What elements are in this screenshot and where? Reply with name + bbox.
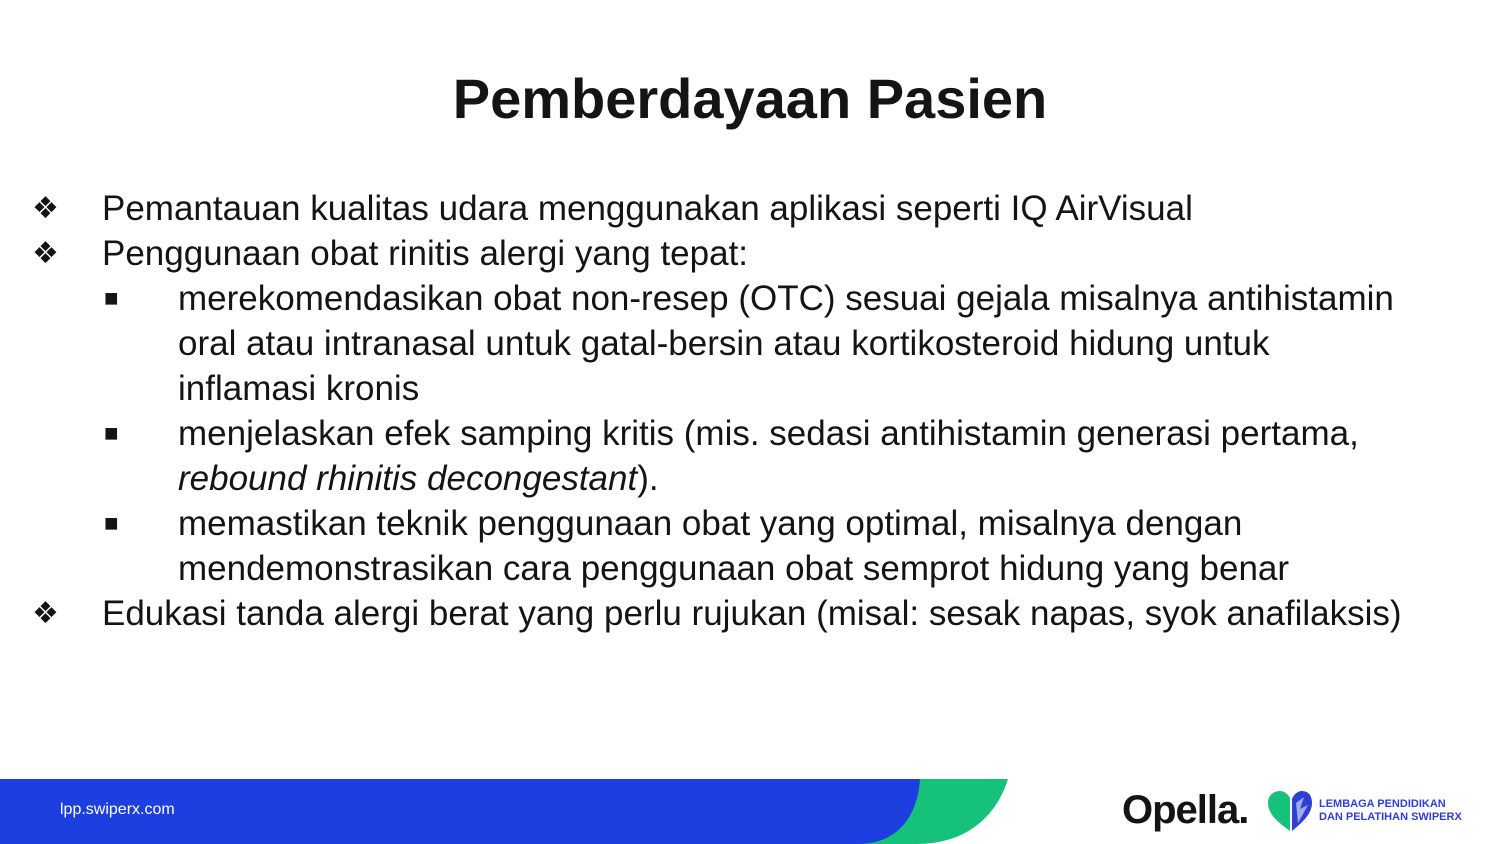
square-bullet-icon: ■ [104, 285, 119, 312]
bullet-text [102, 186, 1500, 231]
square-bullet-icon: ■ [104, 420, 119, 447]
bullet-text-part: ). [637, 459, 659, 498]
bullet-item [0, 186, 1500, 231]
bullet-text [178, 501, 1400, 591]
footer-url[interactable]: lpp.swiperx.com [60, 801, 175, 818]
bullet-text-part: Pemantauan kualitas udara menggunakan aplikasi seperti IQ AirVisual [102, 189, 1193, 228]
bullet-text [102, 591, 1500, 636]
diamond-bullet-icon: ❖ [32, 597, 59, 630]
bullet-item [0, 231, 1500, 276]
partner-logo-text [1319, 798, 1462, 824]
slide-title: Pemberdayaan Pasien [452, 67, 1048, 130]
partner-line-1: LEMBAGA PENDIDIKAN [1319, 798, 1446, 810]
bullet-text-part: Edukasi tanda alergi berat yang perlu rujukan (misal: sesak napas, syok anafilaksis) [102, 594, 1402, 633]
bullet-text [178, 276, 1400, 411]
bullet-item [0, 591, 1500, 636]
bullet-text-part: merekomendasikan obat non-resep (OTC) sesuai gejala misalnya antihistamin oral atau intranasal untuk gatal-bersin atau kortikosteroid hidung untuk inflamasi kronis [178, 279, 1394, 408]
bullet-text-part: memastikan teknik penggunaan obat yang optimal, misalnya dengan mendemonstrasikan cara penggunaan obat semprot hidung yang benar [178, 504, 1290, 588]
bullet-text-part: menjelaskan efek samping kritis (mis. sedasi antihistamin generasi pertama, [178, 414, 1359, 453]
diamond-bullet-icon: ❖ [32, 192, 59, 225]
heart-logo-icon [1266, 789, 1314, 833]
square-bullet-icon: ■ [104, 510, 119, 537]
diamond-bullet-icon: ❖ [32, 237, 59, 270]
partner-line-2: DAN PELATIHAN SWIPERX [1319, 811, 1462, 823]
sub-bullet-item [0, 276, 1500, 411]
bullet-text [178, 411, 1400, 501]
bullet-text [102, 231, 1500, 276]
bullet-text-italic: rebound rhinitis decongestant [178, 459, 638, 498]
bullet-text-part: Penggunaan obat rinitis alergi yang tepat: [102, 234, 749, 273]
sub-bullet-item [0, 501, 1500, 591]
sub-bullet-item [0, 411, 1500, 501]
bullet-list [0, 186, 1500, 636]
brand-opella-logo: Opella. [1122, 788, 1249, 832]
